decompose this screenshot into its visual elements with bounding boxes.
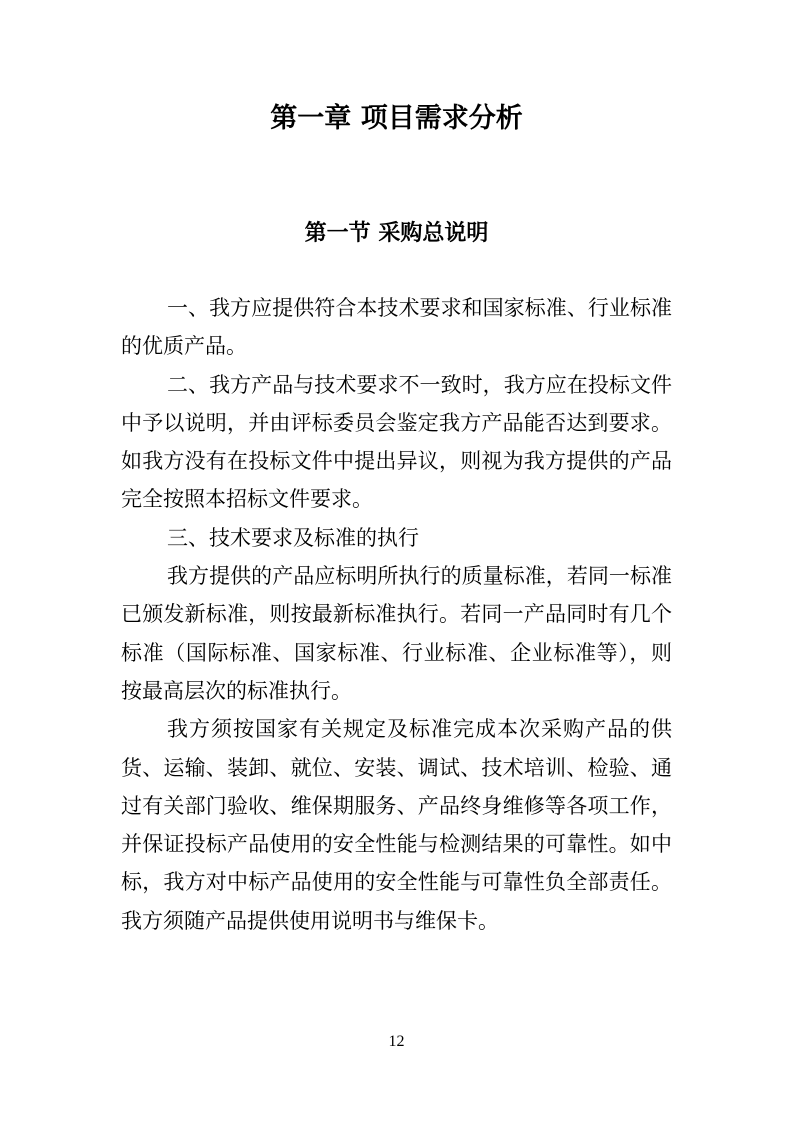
paragraph: [121, 557, 672, 710]
paragraph: [121, 519, 672, 557]
text-line: 如我方没有在投标文件中提出异议，则视为我方提供的产品: [121, 449, 672, 474]
paragraph: [121, 710, 672, 940]
text-line: 过有关部门验收、维保期服务、产品终身维修等各项工作，: [121, 793, 672, 818]
section-title: 第一节 采购总说明: [304, 221, 489, 246]
text-line: 按最高层次的标准执行。: [121, 678, 352, 703]
text-line: 我方须按国家有关规定及标准完成本次采购产品的供: [167, 717, 672, 742]
body-text: [121, 289, 672, 940]
chapter-title: 第一章 项目需求分析: [270, 103, 523, 134]
text-line: 标准（国际标准、国家标准、行业标准、企业标准等），则: [121, 640, 672, 665]
text-line: 三、技术要求及标准的执行: [167, 525, 419, 550]
text-line: 货、运输、装卸、就位、安装、调试、技术培训、检验、通: [121, 755, 672, 780]
text-line: 二、我方产品与技术要求不一致时，我方应在投标文件: [167, 372, 672, 397]
paragraph: [121, 289, 672, 366]
text-line: 中予以说明，并由评标委员会鉴定我方产品能否达到要求。: [121, 410, 672, 435]
text-line: 标，我方对中标产品使用的安全性能与可靠性负全部责任。: [121, 870, 672, 895]
text-line: 的优质产品。: [121, 334, 247, 359]
text-line: 我方须随产品提供使用说明书与维保卡。: [121, 908, 499, 933]
text-line: 并保证投标产品使用的安全性能与检测结果的可靠性。如中: [121, 832, 672, 857]
text-line: 我方提供的产品应标明所执行的质量标准，若同一标准: [167, 564, 672, 589]
page-number: 12: [388, 1033, 405, 1050]
text-line: 完全按照本招标文件要求。: [121, 487, 373, 512]
paragraph: [121, 366, 672, 519]
text-line: 已颁发新标准，则按最新标准执行。若同一产品同时有几个: [121, 602, 672, 627]
text-line: 一、我方应提供符合本技术要求和国家标准、行业标准: [167, 296, 672, 320]
